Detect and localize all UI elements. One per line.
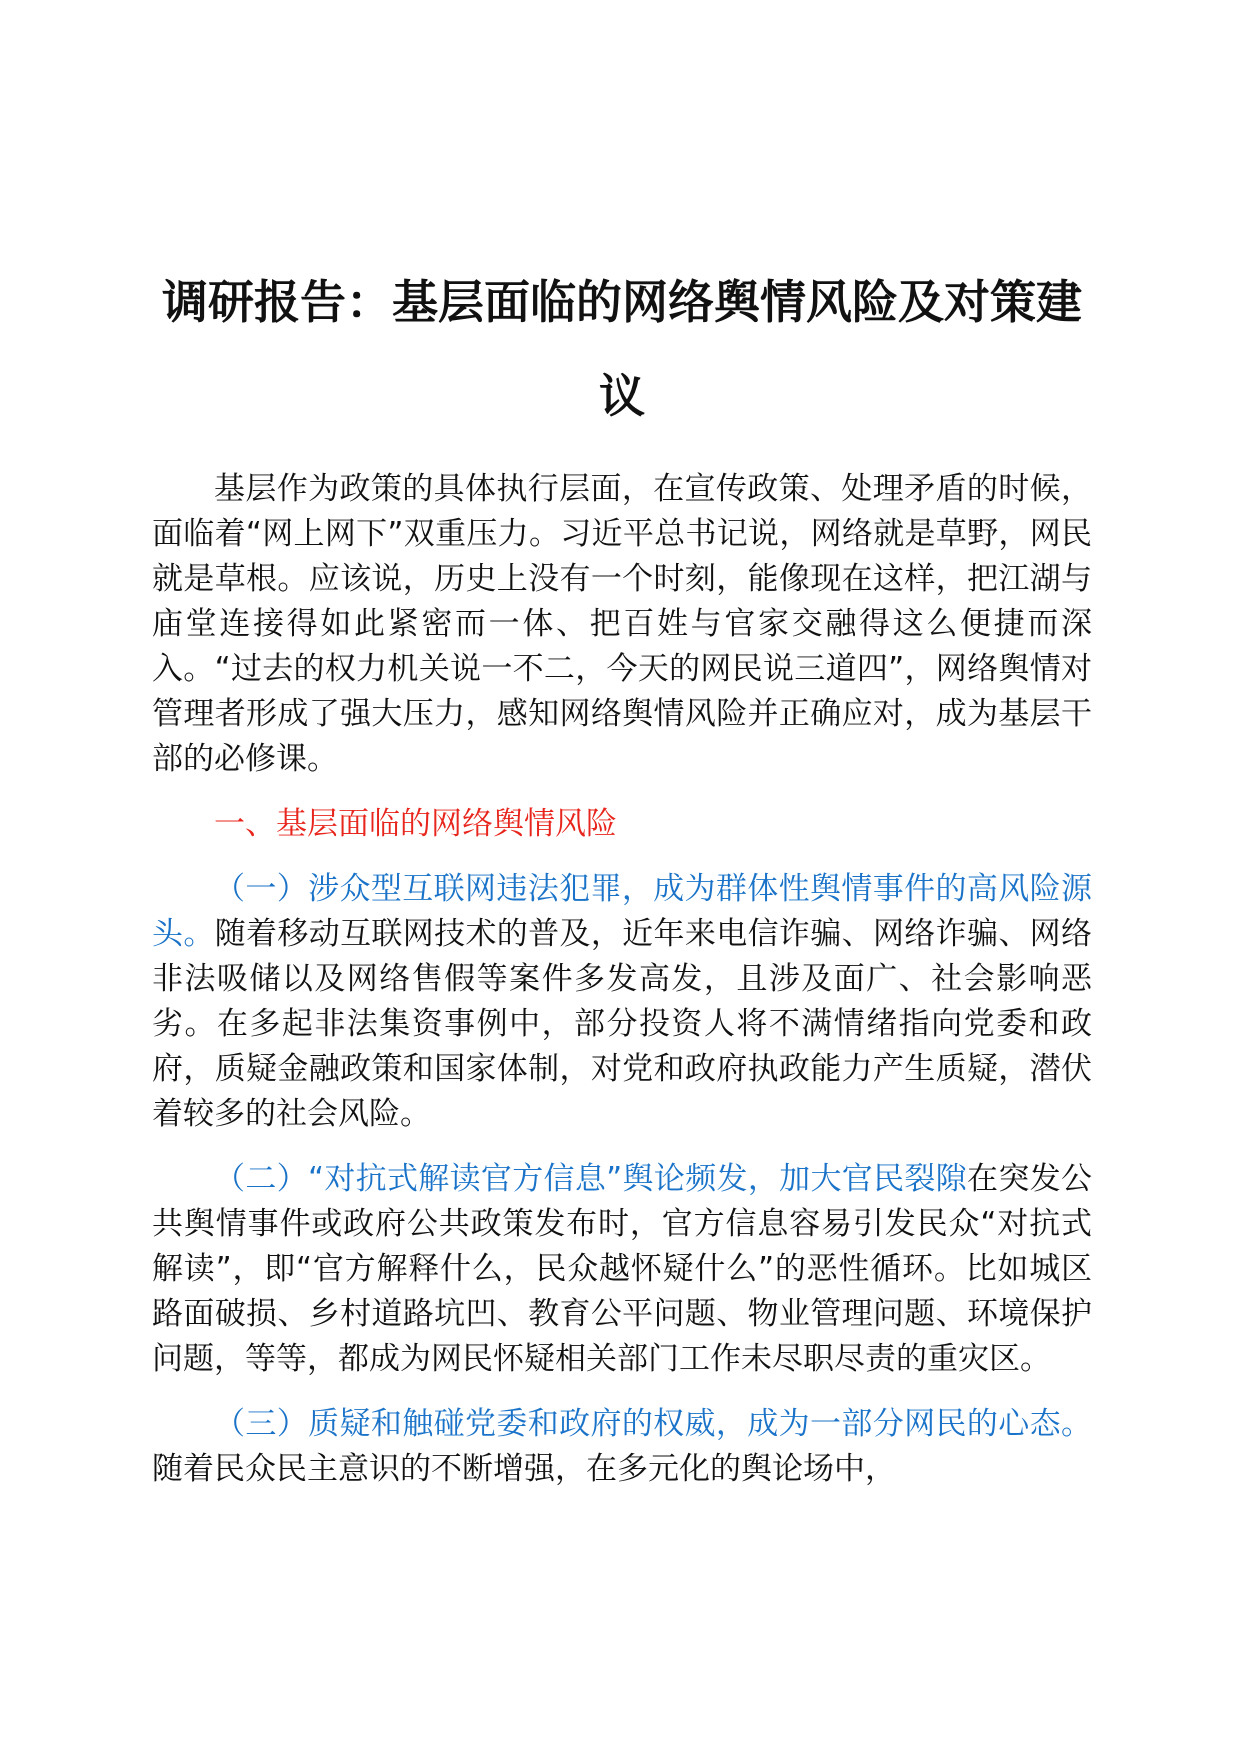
subsection-paragraph-2 — [152, 1157, 1092, 1382]
intro-paragraph: 基层作为政策的具体执行层面，在宣传政策、处理矛盾的时候，面临着“网上网下”双重压力。习近平总书记说，网络就是草野，网民就是草根。应该说，历史上没有一个时刻，能像现在这样，把江湖与庙堂连接得如此紧密而一体、把百姓与官家交融得这么便捷而深入。“过去的权力机关说一不二，今天的网民说三道四”，网络舆情对管理者形成了强大压力，感知网络舆情风险并正确应对，成为基层干部的必修课。 — [152, 471, 1092, 777]
subsection-body-1: 随着移动互联网技术的普及，近年来电信诈骗、网络诈骗、网络非法吸储以及网络售假等案件多发高发，且涉及面广、社会影响恶劣。在多起非法集资事例中，部分投资人将不满情绪指向党委和政府，质疑金融政策和国家体制，对党和政府执政能力产生质疑，潜伏着较多的社会风险。 — [152, 916, 1093, 1132]
document-body — [152, 467, 1092, 1512]
subsection-heading-2: （二）“对抗式解读官方信息”舆论频发，加大官民裂隙 — [214, 1161, 968, 1197]
subsection-paragraph-3 — [152, 1402, 1092, 1492]
subsection-paragraph-1 — [152, 867, 1092, 1137]
subsection-body-3: 随着民众民主意识的不断增强，在多元化的舆论场中， — [152, 1451, 896, 1487]
subsection-heading-3: （三）质疑和触碰党委和政府的权威，成为一部分网民的心态。 — [214, 1406, 1092, 1442]
subsection-body-2: 在突发公共舆情事件或政府公共政策发布时，官方信息容易引发民众“对抗式解读”，即“官方解释什么，民众越怀疑什么”的恶性循环。比如城区路面破损、乡村道路坑凹、教育公平问题、物业管理问题、环境保护问题，等等，都成为网民怀疑相关部门工作未尽职尽责的重灾区。 — [152, 1161, 1092, 1377]
section-heading: 一、基层面临的网络舆情风险 — [214, 806, 617, 842]
document-title: 调研报告：基层面临的网络舆情风险及对策建议 — [162, 275, 1082, 423]
subsection-heading-1: （一）涉众型互联网违法犯罪，成为群体性舆情事件的高风险源头。 — [152, 871, 1092, 952]
